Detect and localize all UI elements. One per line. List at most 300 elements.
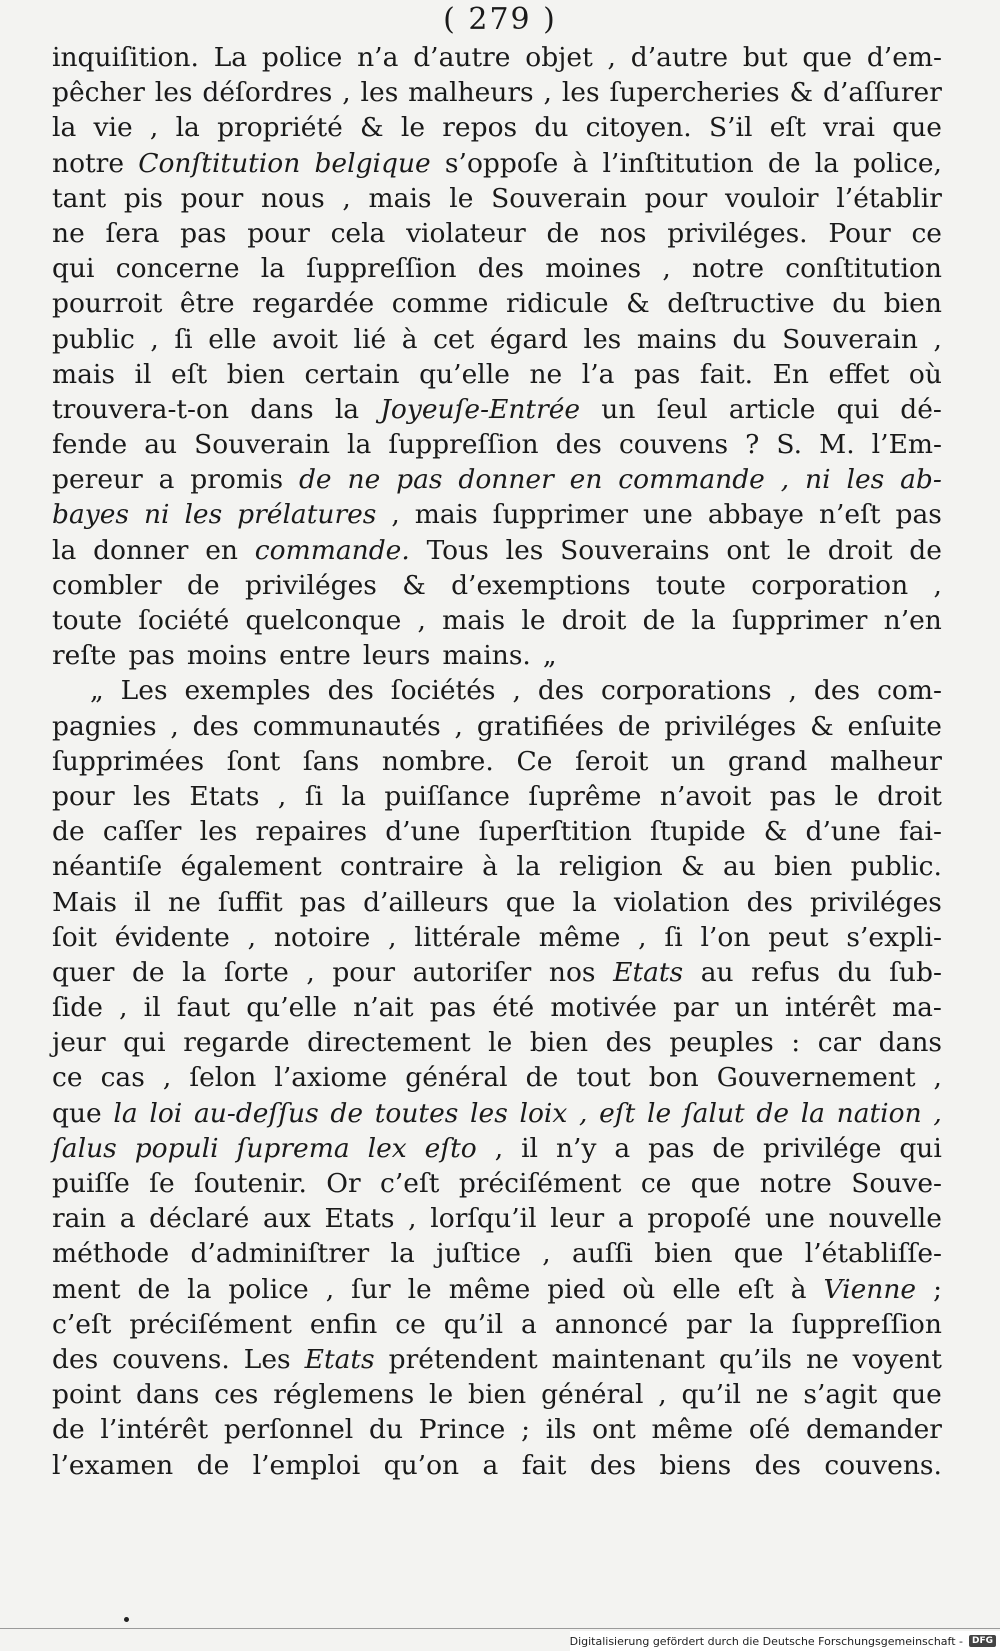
word: de xyxy=(756,1097,790,1129)
word: police xyxy=(228,1273,309,1305)
word: lorſqu’il xyxy=(430,1203,537,1235)
word: pour xyxy=(247,217,310,249)
word: que xyxy=(52,1097,102,1129)
footer xyxy=(570,1631,1000,1651)
word: Prince xyxy=(418,1414,506,1446)
word: par xyxy=(686,1308,732,1340)
word: par xyxy=(673,992,719,1024)
text-line xyxy=(52,673,942,708)
word: & xyxy=(763,816,788,848)
word: a xyxy=(158,464,175,496)
word: d’une xyxy=(805,816,881,848)
text-line xyxy=(52,181,942,216)
word: ne xyxy=(755,1379,789,1411)
word: „ xyxy=(90,675,104,707)
word: l’examen xyxy=(52,1449,174,1481)
word: conſtitution xyxy=(785,253,942,285)
word: ſe xyxy=(149,1168,175,1199)
word: égard xyxy=(489,323,568,355)
word: ſociété xyxy=(138,605,230,636)
word: eſt xyxy=(737,1273,774,1305)
word: certain xyxy=(304,358,400,390)
word: ſtupide xyxy=(650,816,746,848)
word: s’agit xyxy=(803,1379,878,1411)
word: a xyxy=(521,1308,537,1340)
text-line xyxy=(52,1236,942,1271)
word: du xyxy=(369,1414,404,1446)
word: mais xyxy=(52,358,116,390)
word: populi xyxy=(134,1132,219,1164)
word: que xyxy=(505,886,556,918)
word: pas xyxy=(299,886,347,918)
word: jeur xyxy=(52,1027,106,1059)
word: fende xyxy=(52,429,128,461)
word: vrai xyxy=(823,112,876,144)
word: d’autre xyxy=(413,42,511,73)
word: les xyxy=(561,77,600,109)
word: la xyxy=(800,1097,825,1129)
word: ſans xyxy=(302,745,360,777)
word: leurs xyxy=(362,640,431,672)
word: même xyxy=(448,1273,531,1305)
word: juſtice xyxy=(436,1238,521,1270)
word: de xyxy=(187,569,220,601)
word: enfin xyxy=(309,1308,378,1340)
word: pas xyxy=(429,992,477,1024)
word: néantiſe xyxy=(52,851,163,883)
word: ni xyxy=(143,499,170,531)
word: commande. xyxy=(254,534,410,566)
word: de xyxy=(546,217,580,249)
word: , xyxy=(780,464,790,496)
word: , xyxy=(542,1238,551,1270)
word: grand xyxy=(727,745,808,777)
text-line xyxy=(52,1307,942,1342)
word: regardée xyxy=(252,288,375,320)
word: mains xyxy=(636,323,717,355)
word: En xyxy=(772,358,809,390)
text-line xyxy=(52,322,942,357)
word: ſi xyxy=(174,323,193,355)
word: violateur xyxy=(406,217,526,249)
word: qu’elle xyxy=(246,992,337,1024)
word: ? xyxy=(745,429,760,461)
word: propoſé xyxy=(647,1203,752,1235)
word: que xyxy=(892,1379,942,1411)
word: , xyxy=(933,323,942,355)
word: promis xyxy=(190,464,284,496)
word: autoriſer xyxy=(412,956,532,988)
word: de xyxy=(767,147,801,179)
word: s’expli- xyxy=(846,921,942,953)
word: , xyxy=(607,42,616,73)
word: des xyxy=(746,886,793,918)
word: vouloir xyxy=(725,182,819,214)
word: littérale xyxy=(414,921,521,953)
word: leur xyxy=(550,1203,605,1235)
word: demander xyxy=(806,1414,942,1446)
word: en xyxy=(205,534,238,566)
word: Souverain xyxy=(194,429,330,461)
word: une xyxy=(765,1203,815,1235)
word: , xyxy=(342,77,351,109)
text-line xyxy=(52,1412,942,1447)
word: , xyxy=(325,1273,335,1305)
word: à xyxy=(790,1273,807,1305)
word: voyent xyxy=(852,1343,942,1375)
word: mais xyxy=(368,182,432,214)
word: ce xyxy=(911,217,942,249)
word: des xyxy=(589,1449,637,1481)
word: la xyxy=(187,1273,212,1305)
word: fait xyxy=(521,1449,567,1481)
word: , xyxy=(933,569,942,601)
word: ce xyxy=(52,1062,83,1094)
word: repaires xyxy=(255,816,368,848)
word: ne xyxy=(529,358,563,390)
word: malheurs xyxy=(408,77,534,109)
word: méthode xyxy=(52,1238,170,1270)
word: corporations xyxy=(601,675,772,707)
word: d’adminiſtrer xyxy=(190,1238,370,1270)
word: la xyxy=(572,886,597,918)
word: couvens. xyxy=(112,1343,230,1375)
word: eſt xyxy=(599,1097,636,1129)
word: les xyxy=(184,499,223,531)
word: que xyxy=(802,42,853,73)
word: que xyxy=(733,1238,784,1270)
word: bayes xyxy=(52,499,130,531)
word: ment xyxy=(52,1273,121,1305)
word: intérêt xyxy=(784,992,876,1024)
word: perſonnel xyxy=(223,1414,354,1446)
word: de xyxy=(52,816,85,848)
word: elle xyxy=(208,323,257,355)
word: ſub- xyxy=(889,956,942,988)
word: priviléges xyxy=(664,710,797,742)
word: ont xyxy=(726,534,771,566)
word: la xyxy=(175,112,200,144)
word: un xyxy=(671,745,706,777)
word: pereur xyxy=(52,464,143,496)
word: que xyxy=(892,112,942,144)
word: abbaye xyxy=(707,499,804,531)
text-line xyxy=(52,251,942,286)
word: a xyxy=(482,1449,499,1481)
word: ſide xyxy=(52,992,103,1024)
ink-speck xyxy=(124,1617,129,1622)
word: point xyxy=(52,1379,122,1411)
word: ce xyxy=(640,1168,672,1199)
word: faut xyxy=(176,992,231,1024)
word: le xyxy=(647,1097,672,1129)
word: , xyxy=(162,1062,172,1094)
text-line xyxy=(52,920,942,955)
word: priviléges xyxy=(244,569,377,601)
word: à xyxy=(572,147,589,179)
word: ridicule xyxy=(505,288,609,320)
word: de xyxy=(909,534,942,566)
word: S. xyxy=(776,429,803,461)
word: pas xyxy=(648,1132,695,1164)
word: ſupercheries xyxy=(609,77,780,109)
word: du xyxy=(837,956,872,988)
word: religion xyxy=(558,851,663,883)
word: droit xyxy=(877,780,942,812)
word: loix xyxy=(519,1097,568,1129)
text-line xyxy=(52,1096,942,1131)
word: Conſtitution xyxy=(138,147,301,179)
word: repos xyxy=(442,112,518,144)
word: ſuprema xyxy=(236,1132,350,1164)
word: & xyxy=(789,77,814,109)
word: Etats xyxy=(189,780,260,812)
word: l’inſtitution xyxy=(602,147,754,179)
word: nation xyxy=(836,1097,922,1129)
word: des xyxy=(52,1343,99,1375)
word: & xyxy=(360,112,384,144)
word: bien xyxy=(654,1238,713,1270)
word: été xyxy=(492,992,535,1024)
word: Souverain xyxy=(491,182,627,214)
word: de xyxy=(131,956,165,988)
word: des xyxy=(192,710,239,742)
word: le xyxy=(786,534,811,566)
word: la xyxy=(334,393,360,425)
word: général xyxy=(405,1062,508,1094)
word: objet xyxy=(525,42,593,73)
word: le xyxy=(400,112,426,144)
word: droit xyxy=(561,605,627,636)
text-line xyxy=(52,1201,942,1236)
word: ſera xyxy=(105,217,160,249)
word: , xyxy=(512,675,521,707)
word: ſuppreſſion xyxy=(306,253,457,285)
word: ab- xyxy=(900,464,942,496)
word: de xyxy=(196,1449,230,1481)
word: qu’elle xyxy=(419,358,510,390)
page-number: ( 279 ) xyxy=(443,2,557,37)
word: pas xyxy=(895,499,942,531)
word: être xyxy=(179,288,235,320)
word: quer xyxy=(52,956,115,988)
word: même xyxy=(538,921,621,953)
text-line xyxy=(52,568,942,603)
word: , xyxy=(579,1097,588,1129)
word: d’aſſurer xyxy=(822,77,942,109)
text-line xyxy=(52,638,942,673)
word: commande xyxy=(618,464,765,496)
word: d’une xyxy=(385,816,461,848)
word: S’il xyxy=(708,112,753,144)
word: deſtructive xyxy=(667,288,815,320)
word: , xyxy=(170,710,179,742)
word: des xyxy=(605,1027,652,1059)
text-line xyxy=(52,744,942,779)
word: refus xyxy=(751,956,820,988)
word: la xyxy=(341,780,366,812)
word: même xyxy=(651,1414,734,1446)
word: qu’ils xyxy=(718,1343,792,1375)
word: réglemens xyxy=(273,1379,415,1411)
word: la xyxy=(390,1238,415,1270)
word: Pour xyxy=(828,217,891,249)
text-line xyxy=(52,286,942,321)
word: , xyxy=(662,253,671,285)
word: dé- xyxy=(900,393,942,425)
word: a xyxy=(119,1203,136,1235)
word: cela xyxy=(330,217,386,249)
word: mains. xyxy=(442,640,531,672)
word: vie xyxy=(93,112,133,144)
word: qu’il xyxy=(681,1379,741,1411)
word: ſuppreſſion xyxy=(388,429,539,461)
word: nombre. xyxy=(381,745,494,777)
word: la xyxy=(749,1308,774,1340)
word: notre xyxy=(692,253,765,285)
word: & xyxy=(402,569,426,601)
word: des xyxy=(327,675,374,707)
word: la xyxy=(113,1097,138,1129)
word: que xyxy=(690,1168,741,1199)
word: eſto xyxy=(424,1132,477,1164)
word: des xyxy=(813,675,861,707)
word: ont xyxy=(592,1414,636,1446)
word: biens xyxy=(659,1449,732,1481)
word: la xyxy=(182,956,207,988)
word: Les xyxy=(243,1343,291,1375)
word: ſupprimées xyxy=(52,745,205,777)
text-line xyxy=(52,462,942,497)
word: , xyxy=(638,921,647,953)
word: , xyxy=(306,956,315,988)
word: le xyxy=(449,182,474,214)
word: bien xyxy=(529,1027,589,1059)
word: tout xyxy=(576,1062,631,1094)
word: ſuperſtition xyxy=(478,816,632,848)
word: Tous xyxy=(426,534,489,566)
text-line xyxy=(52,533,942,568)
word: inquiſition. xyxy=(52,42,199,73)
word: bien xyxy=(883,288,942,320)
word: but xyxy=(742,42,788,73)
word: maintenant xyxy=(551,1343,706,1375)
word: une xyxy=(643,499,693,531)
word: ſuffit xyxy=(217,886,283,918)
word: communautés xyxy=(252,710,441,742)
word: la xyxy=(260,253,286,285)
text-line xyxy=(52,1131,942,1166)
word: des xyxy=(537,675,585,707)
word: , xyxy=(388,921,397,953)
word: cet xyxy=(433,323,475,355)
word: un xyxy=(734,992,769,1024)
word: La xyxy=(213,42,248,73)
word: le xyxy=(834,780,859,812)
word: ils xyxy=(545,1414,577,1446)
word: ne xyxy=(52,217,85,249)
word: , xyxy=(342,182,351,214)
word: fai- xyxy=(898,816,942,848)
word: d’autre xyxy=(630,42,729,73)
word: qui xyxy=(836,393,880,425)
word: priviléges xyxy=(809,886,942,918)
word: ſupprimer xyxy=(492,499,629,531)
word: lié xyxy=(353,323,387,355)
text-line xyxy=(52,955,942,990)
word: où xyxy=(908,358,942,390)
word: déclaré xyxy=(149,1203,250,1235)
word: du xyxy=(732,323,767,355)
word: d’ailleurs xyxy=(363,886,489,918)
word: , xyxy=(417,605,426,636)
word: couvens. xyxy=(824,1449,942,1481)
word: puiſſe xyxy=(52,1168,130,1199)
word: ſi xyxy=(664,921,683,953)
word: du xyxy=(534,112,569,144)
word: police xyxy=(261,42,343,73)
word: à xyxy=(482,851,498,883)
word: où xyxy=(622,1273,656,1305)
text-line xyxy=(52,1025,942,1060)
word: des xyxy=(754,1449,801,1481)
funding-notice: Digitalisierung gefördert durch die Deutsche Forschungsgemeinschaft - xyxy=(569,1634,963,1648)
word: l’intérêt xyxy=(100,1414,209,1446)
word: dans xyxy=(878,1027,942,1059)
word: d’em- xyxy=(866,42,942,73)
word: n’a xyxy=(357,42,399,73)
word: entre xyxy=(279,640,351,672)
word: bien xyxy=(468,1379,527,1411)
word: le xyxy=(521,605,546,636)
word: cas xyxy=(100,1062,145,1094)
text-line xyxy=(52,110,942,145)
word: Vienne xyxy=(823,1273,917,1305)
word: Les xyxy=(120,675,168,707)
word: citoyen. xyxy=(585,112,692,144)
word: l’établiſſe- xyxy=(804,1238,942,1270)
word: pas xyxy=(633,358,681,390)
text-line xyxy=(52,40,942,75)
word: a xyxy=(617,1203,634,1235)
word: de xyxy=(525,1062,559,1094)
word: , xyxy=(933,1097,942,1129)
word: Souverain xyxy=(782,323,918,355)
word: public xyxy=(52,323,135,355)
word: ſont xyxy=(226,745,281,777)
word: auſſi xyxy=(571,1238,633,1270)
word: ſi xyxy=(304,780,324,812)
word: , xyxy=(149,112,159,144)
word: n’eſt xyxy=(818,499,881,531)
word: puiſſance xyxy=(384,780,510,812)
word: , xyxy=(408,1203,417,1235)
word: trouvera-t-on xyxy=(52,393,230,425)
text-line xyxy=(52,1166,942,1201)
word: malheur xyxy=(830,745,942,777)
word: , xyxy=(391,499,400,531)
word: , xyxy=(150,323,159,355)
word: les xyxy=(154,77,193,109)
word: au xyxy=(144,429,178,461)
word: Mais xyxy=(52,886,118,918)
word: avoit xyxy=(272,323,338,355)
word: Souverains xyxy=(560,534,710,566)
word: droit xyxy=(827,534,893,566)
word: quelconque xyxy=(245,605,402,636)
word: l’axiome xyxy=(274,1062,388,1094)
word: prélatures xyxy=(237,499,377,531)
